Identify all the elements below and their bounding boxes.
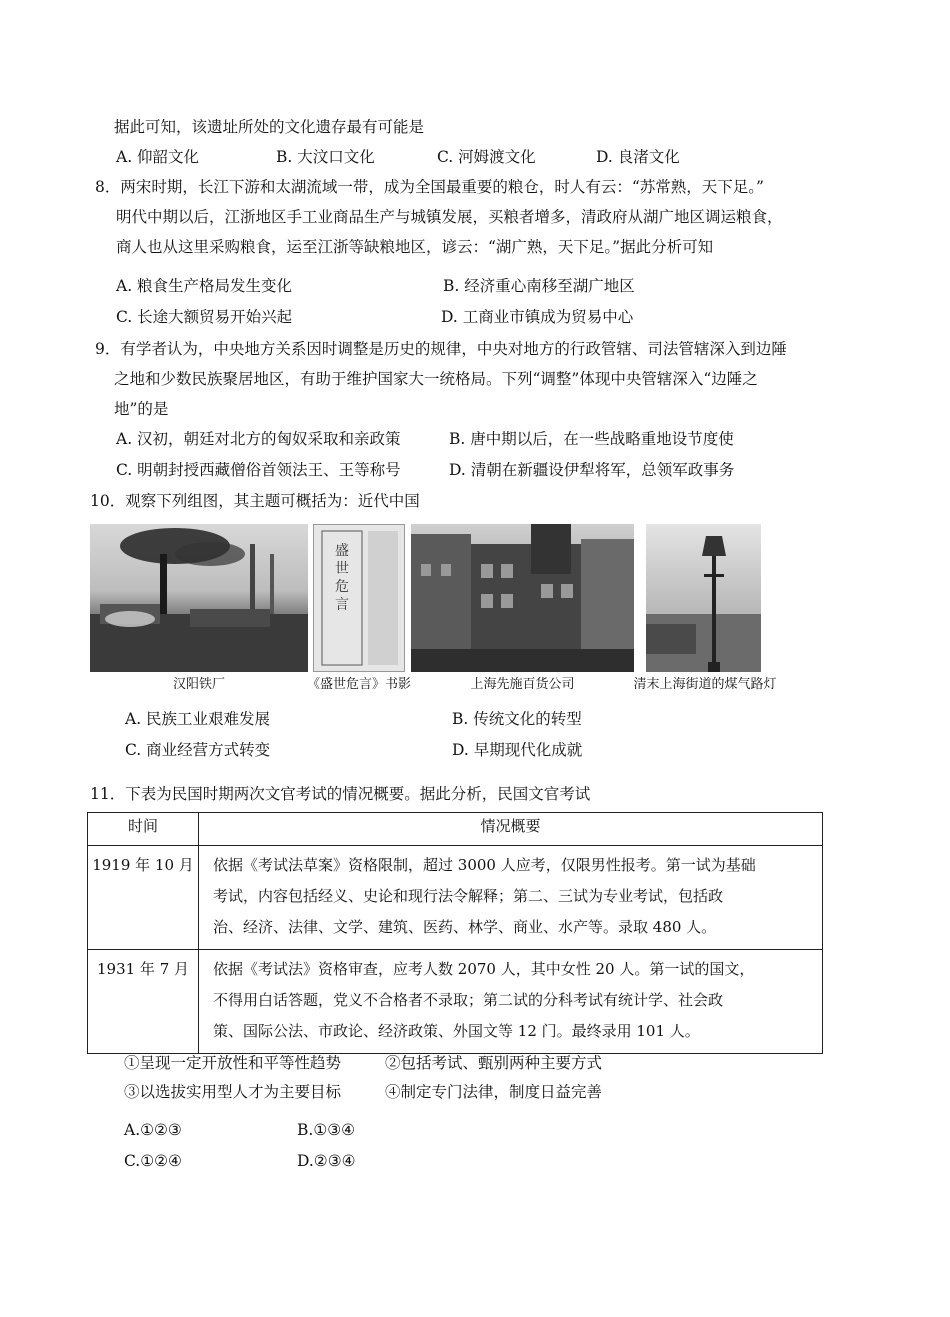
q11-option-d: D.②③④ — [297, 1152, 356, 1170]
q11-option-a: A.①②③ — [124, 1121, 182, 1139]
table-header-row — [88, 813, 823, 846]
q7-option-d: D. 良渚文化 — [596, 148, 680, 166]
svg-text:盛: 盛 — [335, 543, 349, 559]
shengshi-weiyan-book-photo — [313, 524, 405, 672]
q7-option-b: B. 大汶口文化 — [276, 148, 375, 166]
q11-statement-1: ①呈现一定开放性和平等性趋势 — [124, 1054, 342, 1072]
q11-statement-4: ④制定专门法律，制度日益完善 — [385, 1083, 603, 1101]
svg-text:言: 言 — [335, 597, 349, 613]
q7-stem: 据此可知，该遗址所处的文化遗存最有可能是 — [114, 118, 425, 136]
sincere-department-store-photo — [411, 524, 634, 672]
q9-option-a: A. 汉初，朝廷对北方的匈奴采取和亲政策 — [116, 430, 401, 448]
q10-stem: 10．观察下列组图，其主题可概括为：近代中国 — [90, 492, 420, 510]
q11-option-c: C.①②④ — [124, 1152, 182, 1170]
gas-street-lamp-caption: 清末上海街道的煤气路灯 — [633, 677, 777, 692]
table-cell-summary — [199, 846, 823, 950]
q9-option-d: D. 清朝在新疆设伊犁将军，总领军政事务 — [449, 461, 735, 479]
q8-option-a: A. 粮食生产格局发生变化 — [116, 277, 293, 295]
table-row — [88, 950, 823, 1054]
summary-line: 不得用白话答题，党义不合格者不录取；第二试的分科考试有统计学、社会政 — [213, 991, 724, 1009]
q9-option-b: B. 唐中期以后，在一些战略重地设节度使 — [449, 430, 734, 448]
summary-line: 考试，内容包括经义、史论和现行法令解释；第二、三试为专业考试，包括政 — [213, 887, 724, 905]
q10-option-d: D. 早期现代化成就 — [452, 741, 583, 759]
gas-street-lamp-photo — [646, 524, 761, 672]
table-cell-summary — [199, 950, 823, 1054]
q11-option-b: B.①③④ — [297, 1121, 356, 1139]
table-cell-time: 1931 年 7 月 — [88, 950, 199, 1054]
q7-option-c: C. 河姆渡文化 — [437, 148, 536, 166]
summary-line: 依据《考试法》资格审查，应考人数 2070 人，其中女性 20 人。第一试的国文， — [213, 960, 755, 978]
civil-exam-table — [87, 812, 823, 1054]
q8-option-b: B. 经济重心南移至湖广地区 — [443, 277, 635, 295]
table-header-summary: 情况概要 — [199, 813, 823, 846]
svg-text:世: 世 — [335, 561, 349, 577]
shengshi-weiyan-caption: 《盛世危言》书影 — [306, 677, 411, 692]
q8-stem-line-3: 商人也从这里采购粮食，运至江浙等缺粮地区，谚云：“湖广熟，天下足。”据此分析可知 — [116, 238, 714, 256]
q8-option-c: C. 长途大额贸易开始兴起 — [116, 308, 293, 326]
summary-line: 策、国际公法、市政论、经济政策、外国文等 12 门。最终录用 101 人。 — [213, 1022, 700, 1040]
summary-line: 治、经济、法律、文学、建筑、医药、林学、商业、水产等。录取 480 人。 — [213, 918, 717, 936]
q11-stem: 11．下表为民国时期两次文官考试的情况概要。据此分析，民国文官考试 — [90, 785, 591, 803]
q10-option-a: A. 民族工业艰难发展 — [125, 710, 271, 728]
hanyang-ironworks-photo — [90, 524, 308, 672]
table-cell-time: 1919 年 10 月 — [88, 846, 199, 950]
svg-text:危: 危 — [335, 579, 349, 595]
q11-statement-2: ②包括考试、甄别两种主要方式 — [385, 1054, 603, 1072]
q10-option-b: B. 传统文化的转型 — [452, 710, 582, 728]
table-header-time: 时间 — [88, 813, 199, 846]
summary-line: 依据《考试法草案》资格限制，超过 3000 人应考，仅限男性报考。第一试为基础 — [213, 856, 756, 874]
q11-statement-3: ③以选拔实用型人才为主要目标 — [124, 1083, 342, 1101]
q9-stem-line-3: 地”的是 — [114, 400, 169, 418]
table-row — [88, 846, 823, 950]
q8-option-d: D. 工商业市镇成为贸易中心 — [441, 308, 634, 326]
q8-stem-line-1: 8．两宋时期，长江下游和太湖流域一带，成为全国最重要的粮仓，时人有云：“苏常熟，天下足。” — [95, 178, 764, 196]
q9-option-c: C. 明朝封授西藏僧俗首领法王、王等称号 — [116, 461, 401, 479]
q8-stem-line-2: 明代中期以后，江浙地区手工业商品生产与城镇发展，买粮者增多，清政府从湖广地区调运粮食， — [116, 208, 783, 226]
q9-stem-line-1: 9．有学者认为，中央地方关系因时调整是历史的规律，中央对地方的行政管辖、司法管辖深入到边陲 — [95, 340, 787, 358]
q7-option-a: A. 仰韶文化 — [116, 148, 200, 166]
sincere-store-caption: 上海先施百货公司 — [470, 677, 575, 692]
hanyang-ironworks-caption: 汉阳铁厂 — [172, 677, 225, 692]
q9-stem-line-2: 之地和少数民族聚居地区，有助于维护国家大一统格局。下列“调整”体现中央管辖深入“边陲之 — [114, 370, 758, 388]
q10-option-c: C. 商业经营方式转变 — [125, 741, 271, 759]
